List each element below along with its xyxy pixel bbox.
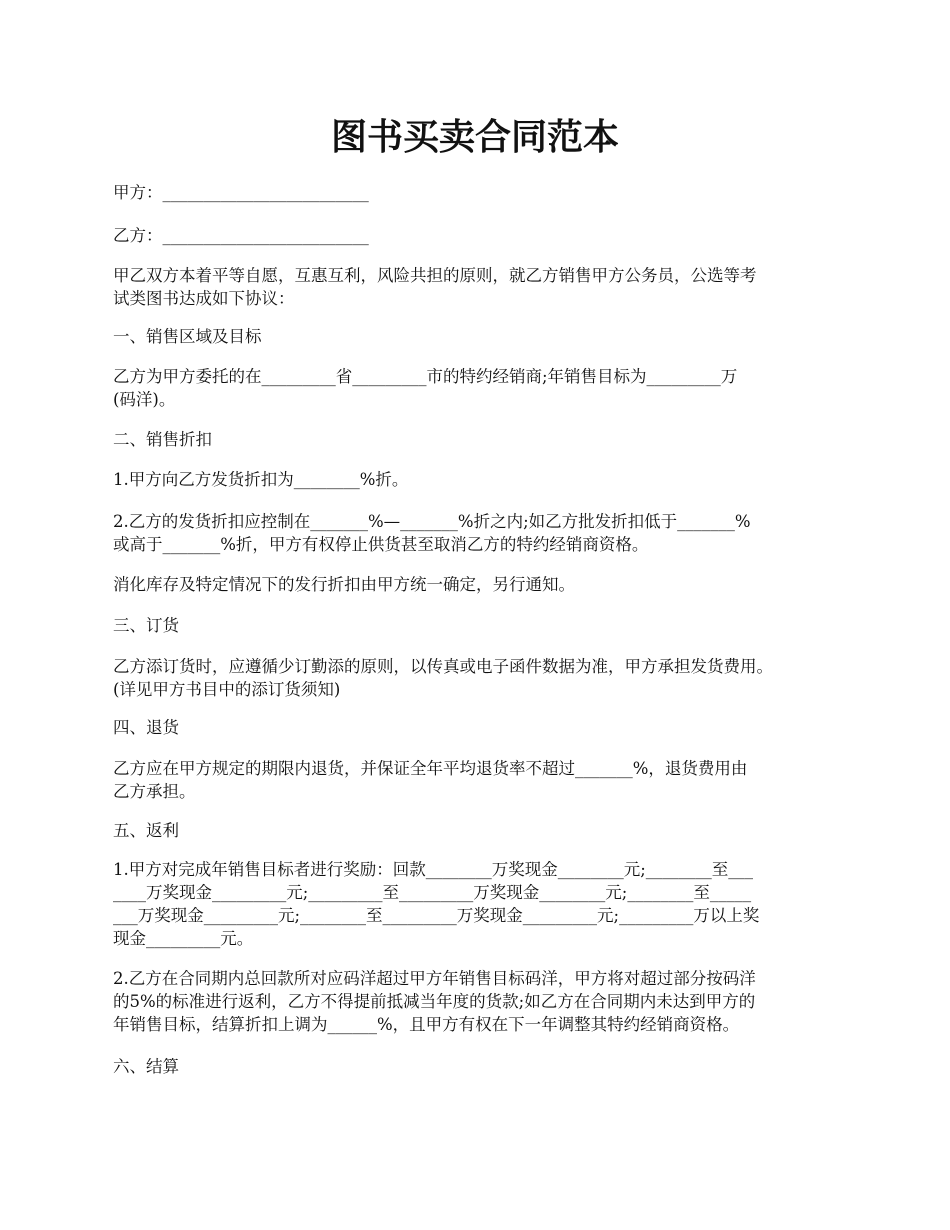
text-line: 甲乙双方本着平等自愿，互惠互利，风险共担的原则，就乙方销售甲方公务员，公选等考 (113, 266, 757, 285)
text-line: 乙方承担。 (113, 782, 196, 801)
section-5-heading: 五、返利 (113, 821, 179, 840)
section-2-item-1: 1.甲方向乙方发货折扣为________%折。 (113, 470, 409, 489)
text-line: 试类图书达成如下协议： (113, 289, 295, 308)
text-line: 或高于_______%折，甲方有权停止供货甚至取消乙方的特约经销商资格。 (113, 535, 649, 554)
text-line: 的5%的标准进行返利，乙方不得提前抵减当年度的货款;如乙方在合同期内未达到甲方的 (113, 992, 756, 1011)
section-3-heading: 三、订货 (113, 616, 179, 635)
text-line: 1.甲方对完成年销售目标者进行奖励：回款________万奖现金________元;________至___ (113, 860, 754, 879)
section-4-text (113, 757, 853, 803)
intro-paragraph (113, 264, 853, 310)
section-2-item-2 (113, 510, 853, 556)
text-line: (详见甲方书目中的添订货须知) (113, 680, 341, 699)
section-2-note: 消化库存及特定情况下的发行折扣由甲方统一确定，另行通知。 (113, 575, 575, 594)
section-1-heading: 一、销售区域及目标 (113, 327, 262, 346)
text-line: ___万奖现金_________元;________至_________万奖现金_________元;_________万以上奖 (113, 906, 760, 925)
text-line: 现金_________元。 (113, 929, 254, 948)
text-line: 乙方为甲方委托的在_________省_________市的特约经销商;年销售目标为_________万 (113, 367, 738, 386)
text-line: ____万奖现金_________元;_________至_________万奖现金________元;________至_____ (113, 883, 752, 902)
party-b-line: 乙方：_________________________ (113, 226, 369, 245)
text-line: (码洋)。 (113, 390, 176, 409)
document-title: 图书买卖合同范本 (330, 116, 619, 158)
section-1-text (113, 365, 853, 411)
section-4-heading: 四、退货 (113, 718, 179, 737)
text-line: 年销售目标，结算折扣上调为______%，且甲方有权在下一年调整其特约经销商资格。 (113, 1015, 740, 1034)
section-2-heading: 二、销售折扣 (113, 430, 212, 449)
text-line: 乙方应在甲方规定的期限内退货，并保证全年平均退货率不超过_______%，退货费用由 (113, 759, 748, 778)
section-6-heading: 六、结算 (113, 1057, 179, 1076)
section-3-text (113, 655, 853, 701)
section-5-item-2 (113, 967, 853, 1036)
text-line: 2.乙方的发货折扣应控制在_______%—_______%折之内;如乙方批发折扣低于_______% (113, 512, 751, 531)
text-line: 乙方添订货时，应遵循少订勤添的原则，以传真或电子函件数据为准，甲方承担发货费用。 (113, 657, 773, 676)
section-5-item-1 (113, 858, 853, 950)
text-line: 2.乙方在合同期内总回款所对应码洋超过甲方年销售目标码洋，甲方将对超过部分按码洋 (113, 969, 756, 988)
party-a-line: 甲方：_________________________ (113, 183, 369, 202)
